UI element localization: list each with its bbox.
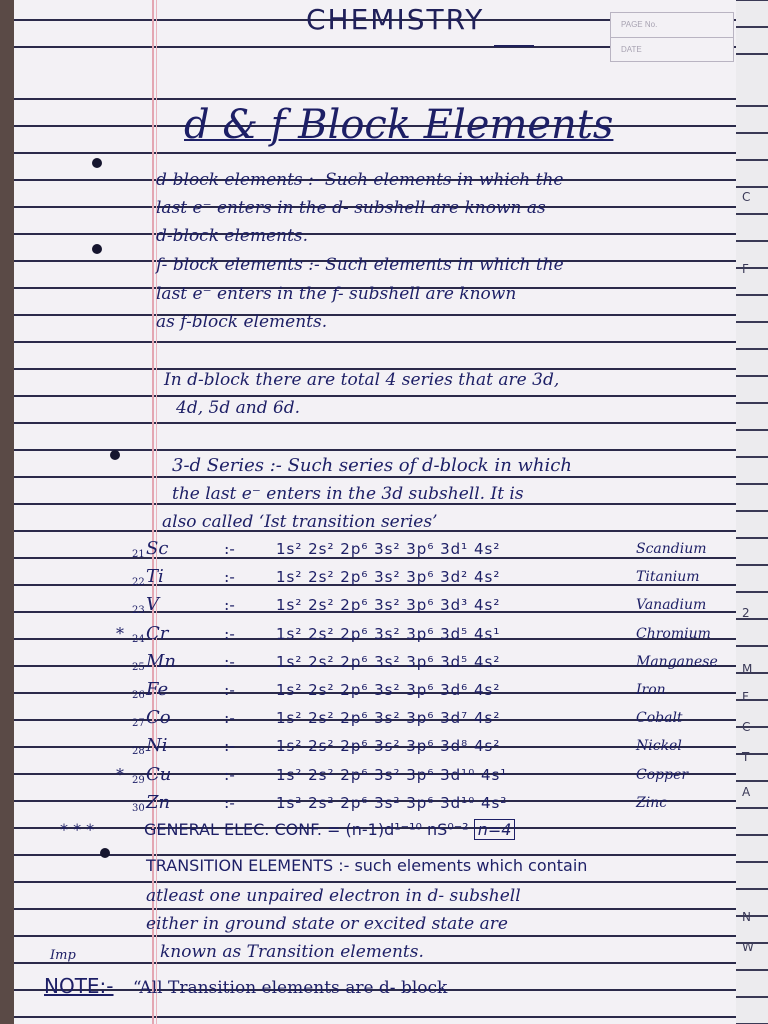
config-separator: :- bbox=[224, 764, 235, 784]
element-symbol: Cr bbox=[146, 622, 169, 644]
3d-series-line-1: 3-d Series :- Such series of d-block in which bbox=[172, 455, 572, 476]
general-config-text: GENERAL ELEC. CONF. = (n-1)d¹⁻¹⁰ nS⁰⁻² bbox=[144, 820, 469, 839]
element-name: Copper bbox=[636, 766, 689, 783]
config-separator: :- bbox=[224, 736, 235, 756]
config-text: 1s² 2s² 2p⁶ 3s² 3p⁶ 3d³ 4s² bbox=[276, 596, 501, 615]
config-star: * bbox=[116, 623, 124, 643]
config-text: 1s² 2s² 2p⁶ 3s² 3p⁶ 3d¹⁰ 4s¹ bbox=[276, 765, 508, 784]
note-label: NOTE:- bbox=[44, 974, 114, 998]
atomic-number: 23 bbox=[132, 605, 145, 617]
f-block-line-2: last e⁻ enters in the f- subshell are known bbox=[156, 284, 517, 304]
config-text: 1s² 2s² 2p⁶ 3s² 3p⁶ 3d⁵ 4s² bbox=[276, 652, 501, 671]
element-name: Vanadium bbox=[636, 597, 707, 614]
config-text: 1s² 2s² 2p⁶ 3s² 3p⁶ 3d⁸ 4s² bbox=[276, 737, 501, 756]
date-label: DATE bbox=[621, 45, 642, 54]
config-row bbox=[116, 762, 736, 788]
d-block-line-3: d-block elements. bbox=[156, 226, 309, 246]
element-name: Chromium bbox=[636, 625, 711, 642]
atomic-number: 25 bbox=[132, 661, 145, 673]
page-no-label: PAGE No. bbox=[611, 13, 733, 38]
edge-mark: M bbox=[742, 662, 753, 676]
edge-mark: N bbox=[742, 910, 751, 924]
atomic-number: 29 bbox=[132, 774, 145, 786]
element-symbol: Zn bbox=[146, 791, 171, 813]
title-underline bbox=[494, 45, 534, 47]
config-row bbox=[116, 790, 736, 816]
config-separator: :- bbox=[224, 595, 235, 615]
3d-series-line-3: also called ‘Ist transition series’ bbox=[162, 512, 438, 532]
element-name: Nickel bbox=[636, 738, 682, 755]
config-row bbox=[116, 536, 736, 562]
element-symbol: Fe bbox=[146, 679, 169, 700]
f-block-line-1: f- block elements :- Such elements in which the bbox=[156, 255, 564, 275]
config-row bbox=[116, 592, 736, 618]
note-text: “All Transition elements are d- block bbox=[132, 978, 448, 998]
bullet-3d-series bbox=[110, 450, 120, 460]
config-row bbox=[116, 705, 736, 731]
element-symbol: Cu bbox=[146, 763, 172, 785]
3d-series-line-2: the last e⁻ enters in the 3d subshell. It is bbox=[172, 484, 524, 504]
config-text: 1s² 2s² 2p⁶ 3s² 3p⁶ 3d⁵ 4s¹ bbox=[276, 624, 501, 643]
imp-mark: Imp bbox=[50, 948, 76, 963]
config-row bbox=[116, 733, 736, 759]
transition-line-3: either in ground state or excited state are bbox=[146, 914, 508, 934]
element-name: Manganese bbox=[636, 653, 718, 670]
config-text: 1s² 2s² 2p⁶ 3s² 3p⁶ 3d⁶ 4s² bbox=[276, 681, 501, 699]
element-name: Zinc bbox=[636, 794, 668, 811]
element-name: Titanium bbox=[636, 569, 700, 586]
config-row bbox=[116, 621, 736, 647]
f-block-line-3: as f-block elements. bbox=[156, 312, 328, 332]
bullet-d-block bbox=[92, 158, 102, 168]
config-star: * bbox=[116, 764, 124, 784]
edge-mark: C bbox=[742, 190, 751, 204]
transition-line-4: known as Transition elements. bbox=[160, 942, 424, 962]
atomic-number: 21 bbox=[132, 549, 145, 560]
element-name: Scandium bbox=[636, 541, 707, 557]
edge-mark: W bbox=[742, 940, 754, 954]
general-config bbox=[144, 818, 515, 842]
edge-mark: F bbox=[742, 690, 749, 704]
notebook-page bbox=[14, 0, 736, 1024]
next-page-edge bbox=[736, 0, 768, 1024]
series-intro-line-1: In d-block there are total 4 series that are 3d, bbox=[164, 370, 560, 390]
atomic-number: 30 bbox=[132, 802, 145, 814]
atomic-number: 24 bbox=[132, 633, 145, 645]
element-symbol: Co bbox=[146, 707, 171, 729]
config-separator: :- bbox=[224, 567, 235, 587]
config-text: 1s² 2s² 2p⁶ 3s² 3p⁶ 3d¹ 4s² bbox=[276, 540, 501, 558]
atomic-number: 22 bbox=[132, 577, 145, 589]
edge-mark: 2 bbox=[742, 606, 750, 620]
transition-line-1: TRANSITION ELEMENTS :- such elements which contain bbox=[146, 856, 588, 875]
atomic-number: 28 bbox=[132, 746, 145, 758]
config-text: 1s² 2s² 2p⁶ 3s² 3p⁶ 3d¹⁰ 4s² bbox=[276, 793, 508, 812]
general-stars: * * * bbox=[60, 820, 95, 839]
element-symbol: V bbox=[146, 594, 159, 616]
config-separator: :- bbox=[224, 792, 235, 812]
config-row bbox=[116, 677, 736, 703]
d-block-line-2: last e⁻ enters in the d- subshell are known as bbox=[156, 198, 546, 218]
config-row bbox=[116, 649, 736, 675]
transition-line-2: atleast one unpaired electron in d- subshell bbox=[146, 886, 521, 906]
config-text: 1s² 2s² 2p⁶ 3s² 3p⁶ 3d⁷ 4s² bbox=[276, 709, 501, 728]
atomic-number: 27 bbox=[132, 718, 145, 730]
element-symbol: Mn bbox=[146, 650, 177, 672]
config-separator: :- bbox=[224, 539, 235, 558]
config-text: 1s² 2s² 2p⁶ 3s² 3p⁶ 3d² 4s² bbox=[276, 568, 501, 587]
element-symbol: Ni bbox=[146, 735, 168, 757]
config-row bbox=[116, 564, 736, 590]
series-intro-line-2: 4d, 5d and 6d. bbox=[176, 398, 301, 418]
config-separator: :- bbox=[224, 623, 235, 643]
edge-mark: C bbox=[742, 720, 751, 734]
note-block bbox=[44, 974, 447, 1000]
d-block-line-1: d-block elements :- Such elements in which the bbox=[156, 170, 564, 190]
element-name: Iron bbox=[636, 682, 666, 698]
atomic-number: 26 bbox=[132, 690, 145, 701]
n-equals-4-box: n=4 bbox=[474, 819, 516, 840]
config-separator: :- bbox=[224, 651, 235, 671]
config-separator: :- bbox=[224, 680, 235, 699]
element-symbol: Sc bbox=[146, 538, 169, 559]
page-title: CHEMISTRY bbox=[306, 3, 485, 36]
edge-mark: F bbox=[742, 262, 749, 276]
main-heading: d & f Block Elements bbox=[184, 102, 614, 148]
config-separator: :- bbox=[224, 708, 235, 728]
edge-mark: A bbox=[742, 785, 751, 799]
bullet-transition bbox=[100, 848, 110, 858]
element-symbol: Ti bbox=[146, 566, 164, 588]
bullet-f-block bbox=[92, 244, 102, 254]
page-number-box bbox=[610, 12, 734, 62]
element-name: Cobalt bbox=[636, 710, 683, 727]
edge-mark: T bbox=[742, 750, 750, 764]
